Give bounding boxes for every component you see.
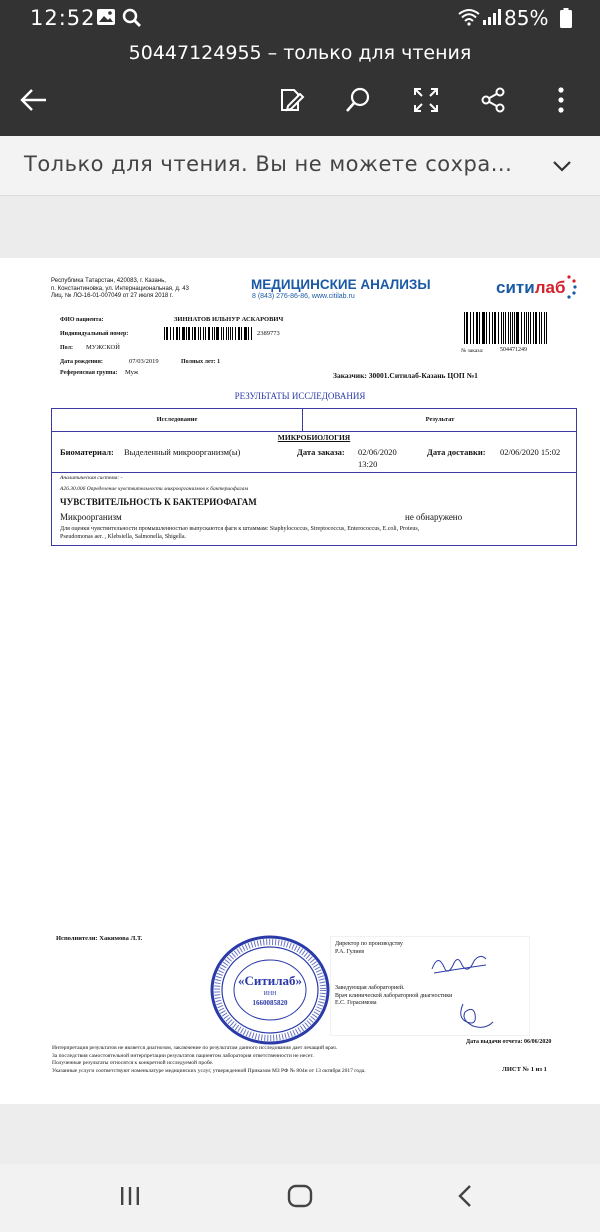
order-number-value: 504471249	[500, 347, 527, 353]
reference-group-label: Референсная группа:	[60, 370, 118, 376]
phage-note: Для оценки чувствительности промышленностью выпускаются фаги к штаммам: Staphylococcus, Streptococcus, Enterococcus, E.coli, Proteus, Pseudomonas aer. , Klebsiella, Salmonella, Shigella.	[60, 526, 420, 540]
patient-sex-label: Пол:	[60, 345, 73, 351]
patient-id-value: 2389773	[257, 330, 280, 337]
citilab-logo: ситилаб	[496, 278, 566, 297]
results-title: РЕЗУЛЬТАТЫ ИССЛЕДОВАНИЯ	[234, 391, 366, 401]
section-title: МИКРОБИОЛОГИЯ	[277, 433, 351, 442]
back-arrow-icon	[20, 88, 48, 116]
results-table-header	[52, 409, 576, 432]
order-time-value: 13:20	[358, 459, 378, 469]
read-only-banner-text: Только для чтения. Вы не можете сохра...	[24, 152, 513, 176]
more-options-button[interactable]	[541, 82, 581, 122]
battery-percent: 85%	[504, 6, 549, 30]
order-barcode	[464, 312, 548, 344]
document-title: 50447124955 – только для чтения	[128, 42, 472, 64]
brand-phone: 8 (843) 276-86-86, www.citilab.ru	[252, 293, 355, 300]
document-viewer-background	[0, 196, 600, 258]
search-icon	[344, 86, 372, 118]
delivery-date-value: 02/06/2020 15:02	[500, 447, 561, 457]
edit-button[interactable]	[272, 82, 312, 122]
status-time: 12:52	[30, 6, 96, 30]
patient-dob-label: Дата рождения:	[60, 359, 103, 365]
share-button[interactable]	[473, 82, 513, 122]
read-only-banner[interactable]	[0, 136, 600, 196]
recent-apps-button[interactable]	[110, 1182, 150, 1214]
logo-dots-icon	[567, 275, 577, 306]
delivery-date-label: Дата доставки:	[427, 447, 486, 457]
lab-address: Республика Татарстан, 420083, г. Казань, п. Константиновка, ул. Интернациональная, д. 43 Лиц. № ЛО-16-01-007049 от 27 июля 2018 г.	[51, 278, 189, 299]
stamp-seal-icon	[208, 933, 332, 1047]
search-icon	[122, 8, 142, 32]
microorganism-label: Микроорганизм	[60, 512, 122, 522]
chevron-down-icon[interactable]	[548, 152, 576, 180]
biomaterial-value: Выделенный микроорганизм(ы)	[124, 447, 241, 457]
table-divider	[52, 472, 576, 473]
head-signature-icon	[455, 1000, 497, 1037]
footer-disclaimer: Интерпретация результатов не является диагнозом, заключение по результатам данного исследования дает лечащий врач. За последствия самостоятельной интерпретации результатов пациентом лаборатория ответственности не несет. Полученные результаты относятся к конкретной исследуемой пробе. Указанные услуги соответствуют номенклатуре медицинских услуг, утвержденной Приказом МЗ РФ № 804н от 13 октября 2017 года.	[52, 1045, 366, 1074]
battery-icon	[560, 8, 572, 32]
test-code: A26.30.006 Определение чувствительности микроорганизмов к бактериофагам	[60, 486, 248, 492]
stamp-inn: 1660085820	[252, 999, 288, 1007]
brand-title: МЕДИЦИНСКИЕ АНАЛИЗЫ	[251, 277, 431, 292]
reference-group-value: Муж	[125, 369, 139, 376]
patient-id-barcode	[164, 327, 254, 340]
executors: Исполнители: Хакимова Л.Т.	[56, 935, 143, 942]
signal-icon	[482, 8, 502, 30]
nav-back-button[interactable]	[446, 1182, 486, 1214]
patient-id-label: Индивидуальный номер:	[60, 331, 129, 337]
results-table	[51, 408, 577, 546]
analytic-system-note: Аналитическая система: -	[60, 475, 123, 481]
patient-name-label: ФИО пациента:	[60, 317, 104, 323]
patient-sex-value: МУЖСКОЙ	[86, 344, 120, 351]
page-number: ЛИСТ № 1 из 1	[502, 1066, 547, 1073]
organization-stamp	[208, 933, 332, 1047]
patient-name-value: ЗИННАТОВ ИЛЬНУР АСКАРОВИЧ	[174, 316, 284, 323]
more-icon	[557, 87, 565, 117]
home-icon	[286, 1184, 314, 1212]
order-date-value: 02/06/2020	[358, 447, 397, 457]
order-date-label: Дата заказа:	[297, 447, 345, 457]
wifi-icon	[458, 8, 480, 30]
director-signature-text: Директор по производству Р.А. Гулиев	[335, 941, 403, 955]
search-button[interactable]	[338, 82, 378, 122]
navigation-bar	[0, 1164, 600, 1232]
column-header-result: Результат	[425, 416, 455, 423]
recent-apps-icon	[118, 1184, 142, 1212]
patient-age-label: Полных лет: 1	[181, 359, 221, 365]
director-signature-icon	[428, 951, 490, 984]
test-title: ЧУВСТВИТЕЛЬНОСТЬ К БАКТЕРИОФАГАМ	[60, 497, 257, 507]
fullscreen-button[interactable]	[406, 82, 446, 122]
share-icon	[479, 86, 507, 118]
back-button[interactable]	[14, 82, 54, 122]
document-page	[0, 258, 600, 1104]
app-bar	[0, 36, 600, 136]
stamp-inn-label: ИНН	[263, 991, 277, 997]
image-icon	[96, 8, 116, 30]
order-number-label: № заказа:	[461, 348, 484, 354]
stamp-name: «Ситилаб»	[237, 973, 303, 988]
edit-icon	[278, 86, 306, 118]
biomaterial-label: Биоматериал:	[60, 447, 114, 457]
back-icon	[456, 1184, 476, 1212]
head-signature-text: Заведующая лабораторией. Врач клинической лабораторной диагностики Е.С. Герасимова	[335, 985, 453, 1006]
column-header-test: Исследование	[52, 409, 303, 431]
issue-date: Дата выдачи отчета: 06/06/2020	[466, 1039, 552, 1045]
patient-dob-value: 07/03/2019	[129, 358, 159, 365]
fullscreen-icon	[412, 86, 440, 118]
status-bar	[0, 0, 600, 36]
home-button[interactable]	[280, 1182, 320, 1214]
microorganism-value: не обнаружено	[405, 512, 463, 522]
customer-info: Заказчик: 30001.Ситилаб-Казань ЦОП №1	[333, 371, 478, 380]
